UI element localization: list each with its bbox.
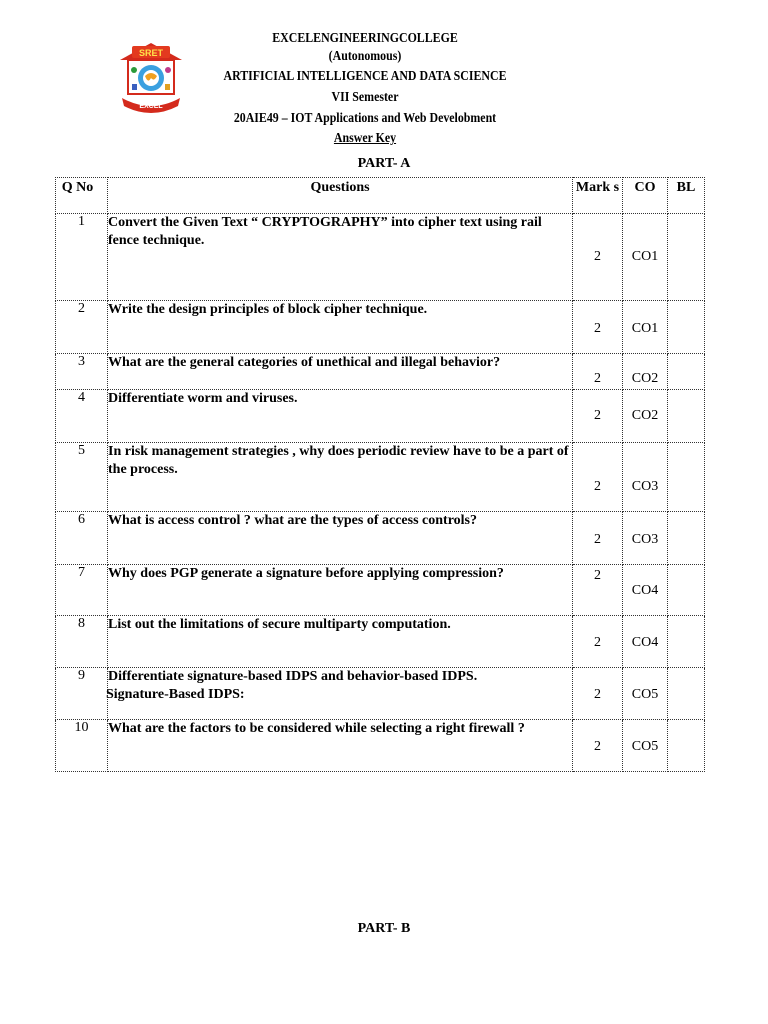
question-co: CO1 (623, 301, 668, 354)
question-co: CO4 (623, 616, 668, 668)
question-number: 10 (56, 720, 108, 772)
svg-text:SRET: SRET (138, 48, 164, 58)
question-marks: 2 (573, 390, 623, 443)
table-row (56, 720, 705, 772)
question-bl (668, 390, 705, 443)
question-text (108, 668, 573, 720)
table-row (56, 354, 705, 390)
question-co: CO5 (623, 668, 668, 720)
question-number: 4 (56, 390, 108, 443)
question-marks: 2 (573, 443, 623, 512)
question-co: CO1 (623, 214, 668, 301)
question-text: What are the general categories of unethical and illegal behavior? (108, 354, 573, 390)
question-marks: 2 (573, 301, 623, 354)
question-marks: 2 (573, 354, 623, 390)
question-subheading: Signature-Based IDPS: (106, 687, 245, 702)
question-text: In risk management strategies , why does periodic review have to be a part of the process. (108, 443, 573, 512)
question-bl (668, 720, 705, 772)
table-row (56, 512, 705, 565)
question-text: List out the limitations of secure multiparty computation. (108, 616, 573, 668)
question-co: CO3 (623, 443, 668, 512)
part-a-title: PART- A (357, 156, 411, 171)
question-number: 2 (56, 301, 108, 354)
semester: VII Semester (331, 89, 399, 104)
question-co: CO2 (623, 354, 668, 390)
college-name: EXCELENGINEERINGCOLLEGE (272, 30, 458, 45)
question-number: 9 (56, 668, 108, 720)
table-header-row (56, 178, 705, 214)
question-number: 7 (56, 565, 108, 616)
table-row (56, 668, 705, 720)
question-number: 6 (56, 512, 108, 565)
course-title: 20AIE49 – IOT Applications and Web Develobment (233, 110, 497, 125)
question-co: CO4 (623, 565, 668, 616)
question-bl (668, 301, 705, 354)
question-text: Differentiate worm and viruses. (108, 390, 573, 443)
table-row (56, 301, 705, 354)
question-number: 3 (56, 354, 108, 390)
question-number: 5 (56, 443, 108, 512)
document-type: Answer Key (333, 130, 397, 145)
svg-text:EXCEL: EXCEL (139, 103, 163, 110)
question-co: CO2 (623, 390, 668, 443)
table-row (56, 565, 705, 616)
question-text: Why does PGP generate a signature before applying compression? (108, 565, 573, 616)
col-header-questions: Questions (108, 178, 573, 214)
question-bl (668, 354, 705, 390)
table-row (56, 443, 705, 512)
question-table (55, 177, 705, 772)
question-co: CO5 (623, 720, 668, 772)
part-b-title: PART- B (357, 921, 411, 936)
department-name: ARTIFICIAL INTELLIGENCE AND DATA SCIENCE (223, 68, 507, 83)
question-bl (668, 512, 705, 565)
question-text: What is access control ? what are the types of access controls? (108, 512, 573, 565)
question-text-main: Differentiate signature-based IDPS and behavior-based IDPS. (108, 669, 478, 684)
question-marks: 2 (573, 214, 623, 301)
question-bl (668, 214, 705, 301)
question-bl (668, 565, 705, 616)
question-marks: 2 (573, 668, 623, 720)
table-row (56, 214, 705, 301)
col-header-qno: Q No (56, 178, 108, 214)
question-marks: 2 (573, 512, 623, 565)
question-text: What are the factors to be considered while selecting a right firewall ? (108, 720, 573, 772)
col-header-co: CO (623, 178, 668, 214)
table-row (56, 390, 705, 443)
question-marks: 2 (573, 616, 623, 668)
question-number: 1 (56, 214, 108, 301)
question-marks: 2 (573, 565, 623, 616)
col-header-bl: BL (668, 178, 705, 214)
question-text: Convert the Given Text “ CRYPTOGRAPHY” into cipher text using rail fence technique. (108, 214, 573, 301)
question-bl (668, 616, 705, 668)
question-bl (668, 668, 705, 720)
question-text: Write the design principles of block cipher technique. (108, 301, 573, 354)
college-status: (Autonomous) (328, 48, 402, 63)
table-row (56, 616, 705, 668)
col-header-marks: Mark s (573, 178, 623, 214)
question-number: 8 (56, 616, 108, 668)
question-bl (668, 443, 705, 512)
question-marks: 2 (573, 720, 623, 772)
question-co: CO3 (623, 512, 668, 565)
